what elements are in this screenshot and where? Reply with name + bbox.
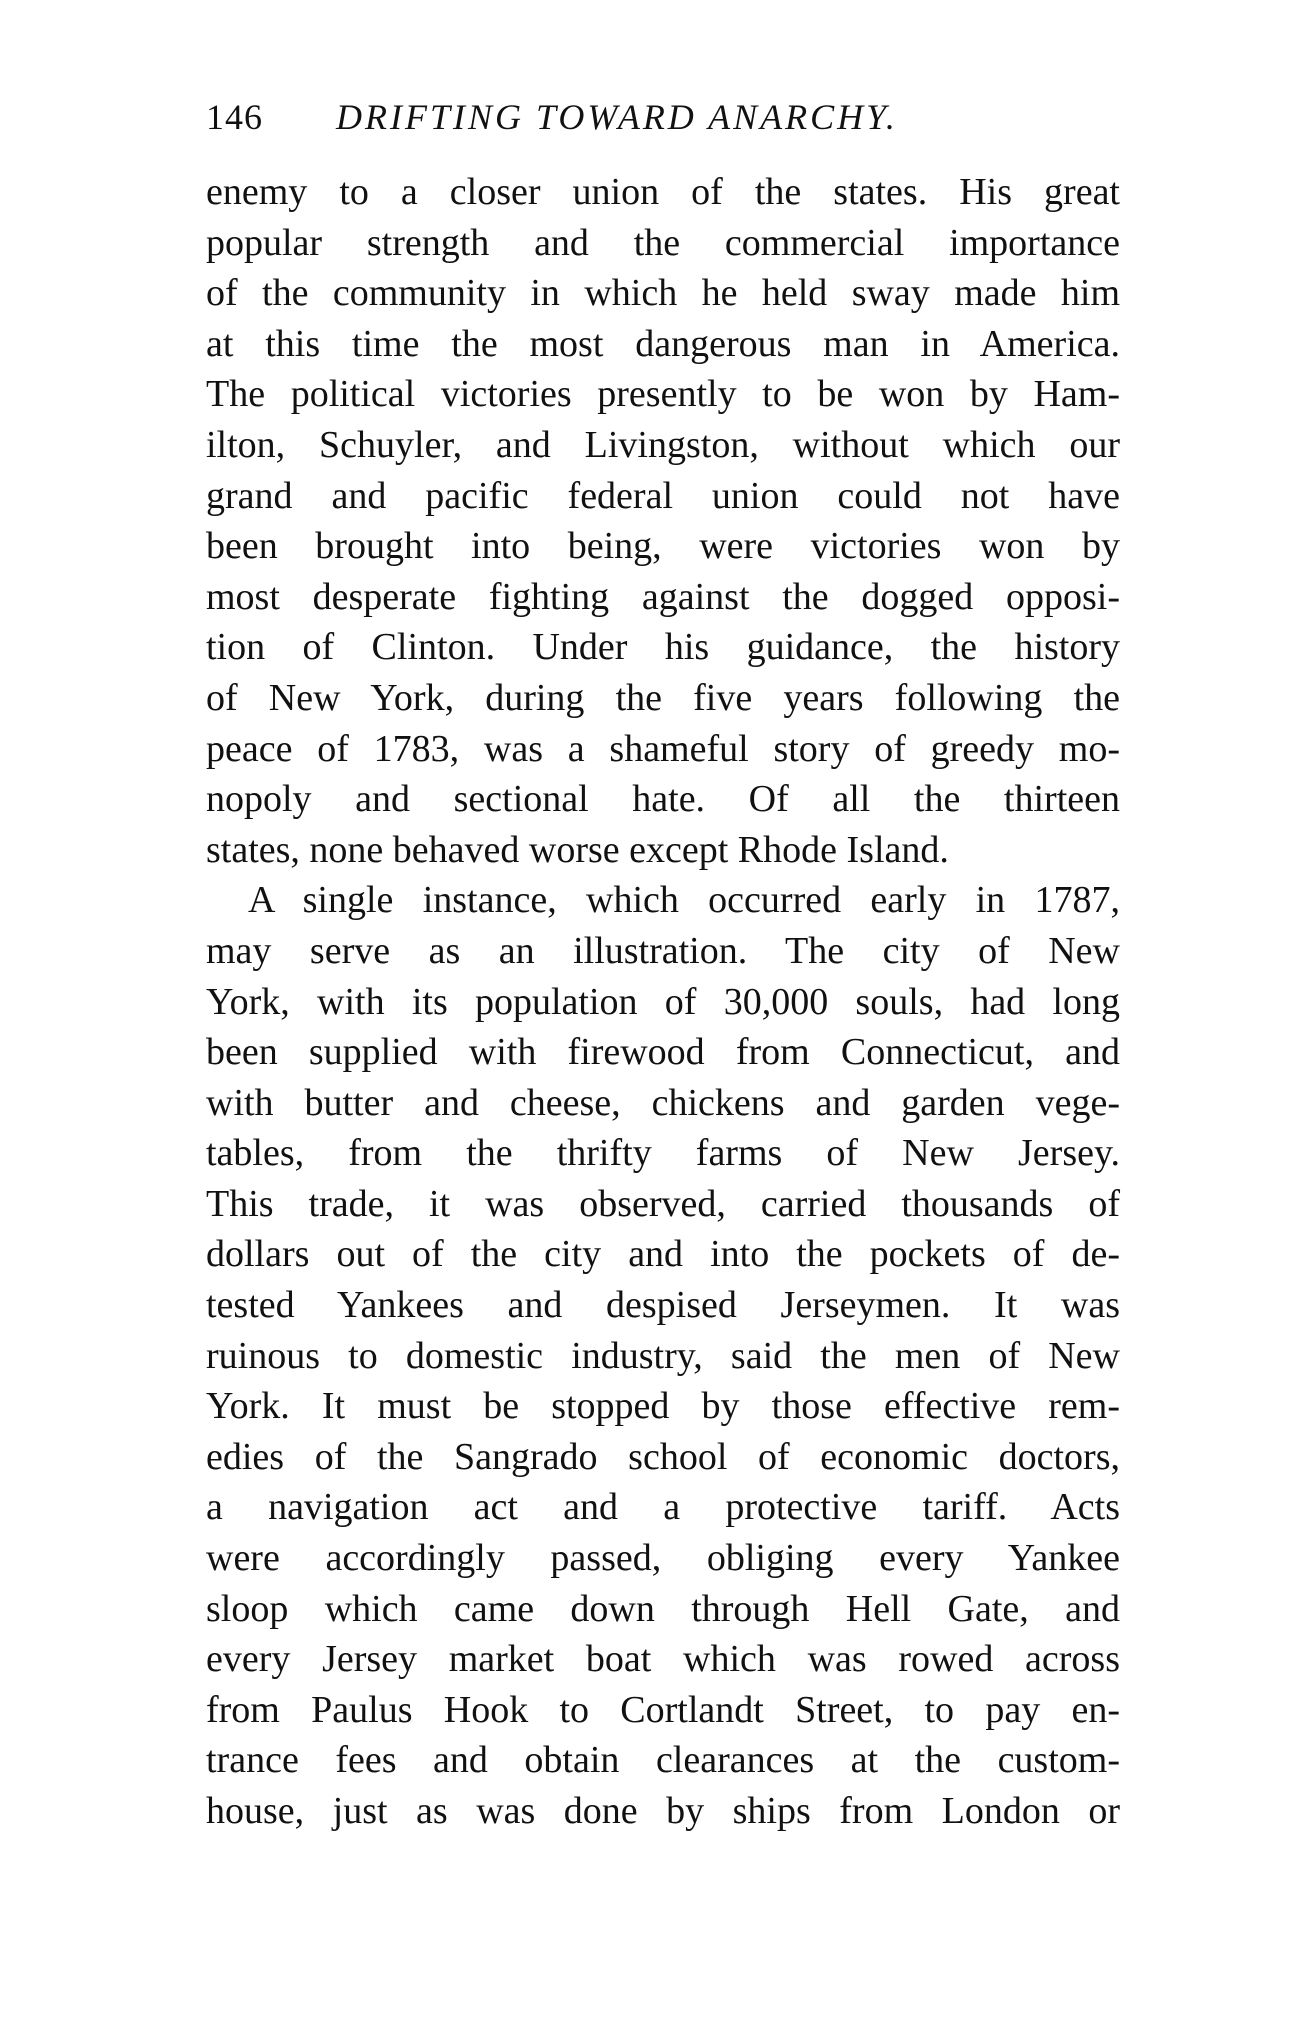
text-line: tion of Clinton. Under his guidance, the history [206, 626, 1120, 669]
text-line: grand and pacific federal union could not have [206, 474, 1120, 517]
text-line: York. It must be stopped by those effective rem- [206, 1385, 1120, 1428]
text-line: enemy to a closer union of the states. His great [206, 171, 1120, 213]
text-line: peace of 1783, was a shameful story of greedy mo- [206, 727, 1120, 770]
text-line: been supplied with firewood from Connecticut, and [206, 1031, 1120, 1074]
text-line: every Jersey market boat which was rowed across [206, 1638, 1120, 1681]
text-line: This trade, it was observed, carried thousands of [206, 1182, 1120, 1225]
running-head [206, 92, 1126, 142]
running-title: DRIFTING TOWARD ANARCHY. [336, 97, 898, 137]
text-line: dollars out of the city and into the pockets of de- [206, 1233, 1120, 1276]
text-line: were accordingly passed, obliging every Yankee [206, 1537, 1120, 1580]
text-line: ruinous to domestic industry, said the men of New [206, 1334, 1120, 1377]
text-line: of the community in which he held sway made him [206, 272, 1120, 315]
text-line: with butter and cheese, chickens and garden vege- [206, 1081, 1120, 1124]
text-line: at this time the most dangerous man in America. [206, 322, 1120, 365]
page-number: 146 [206, 97, 263, 137]
text-line: ilton, Schuyler, and Livingston, without which our [206, 423, 1120, 466]
text-line: may serve as an illustration. The city of New [206, 929, 1120, 972]
text-line: nopoly and sectional hate. Of all the thirteen [206, 778, 1120, 821]
text-line: from Paulus Hook to Cortlandt Street, to pay en- [206, 1688, 1120, 1731]
text-line: edies of the Sangrado school of economic doctors, [206, 1435, 1120, 1478]
text-line: A single instance, which occurred early in 1787, [248, 879, 1120, 922]
paragraph-1 [206, 167, 1120, 875]
text-line: trance fees and obtain clearances at the custom- [206, 1739, 1120, 1782]
text-line: tested Yankees and despised Jerseymen. It was [206, 1284, 1120, 1327]
text-line: The political victories presently to be won by Ham- [206, 373, 1120, 416]
text-line: York, with its population of 30,000 souls, had long [206, 980, 1120, 1023]
text-line: of New York, during the five years following the [206, 676, 1120, 719]
text-line: a navigation act and a protective tariff. Acts [206, 1486, 1120, 1529]
text-line: been brought into being, were victories won by [206, 525, 1120, 568]
text-line: popular strength and the commercial importance [206, 221, 1120, 264]
text-line: sloop which came down through Hell Gate, and [206, 1587, 1120, 1630]
text-line: states, none behaved worse except Rhode Island. [206, 828, 949, 871]
body-text [206, 167, 1120, 1837]
text-line: house, just as was done by ships from London or [206, 1790, 1120, 1832]
text-line: tables, from the thrifty farms of New Jersey. [206, 1132, 1120, 1175]
text-line: most desperate fighting against the dogged opposi- [206, 575, 1120, 618]
paragraph-2 [206, 875, 1120, 1836]
